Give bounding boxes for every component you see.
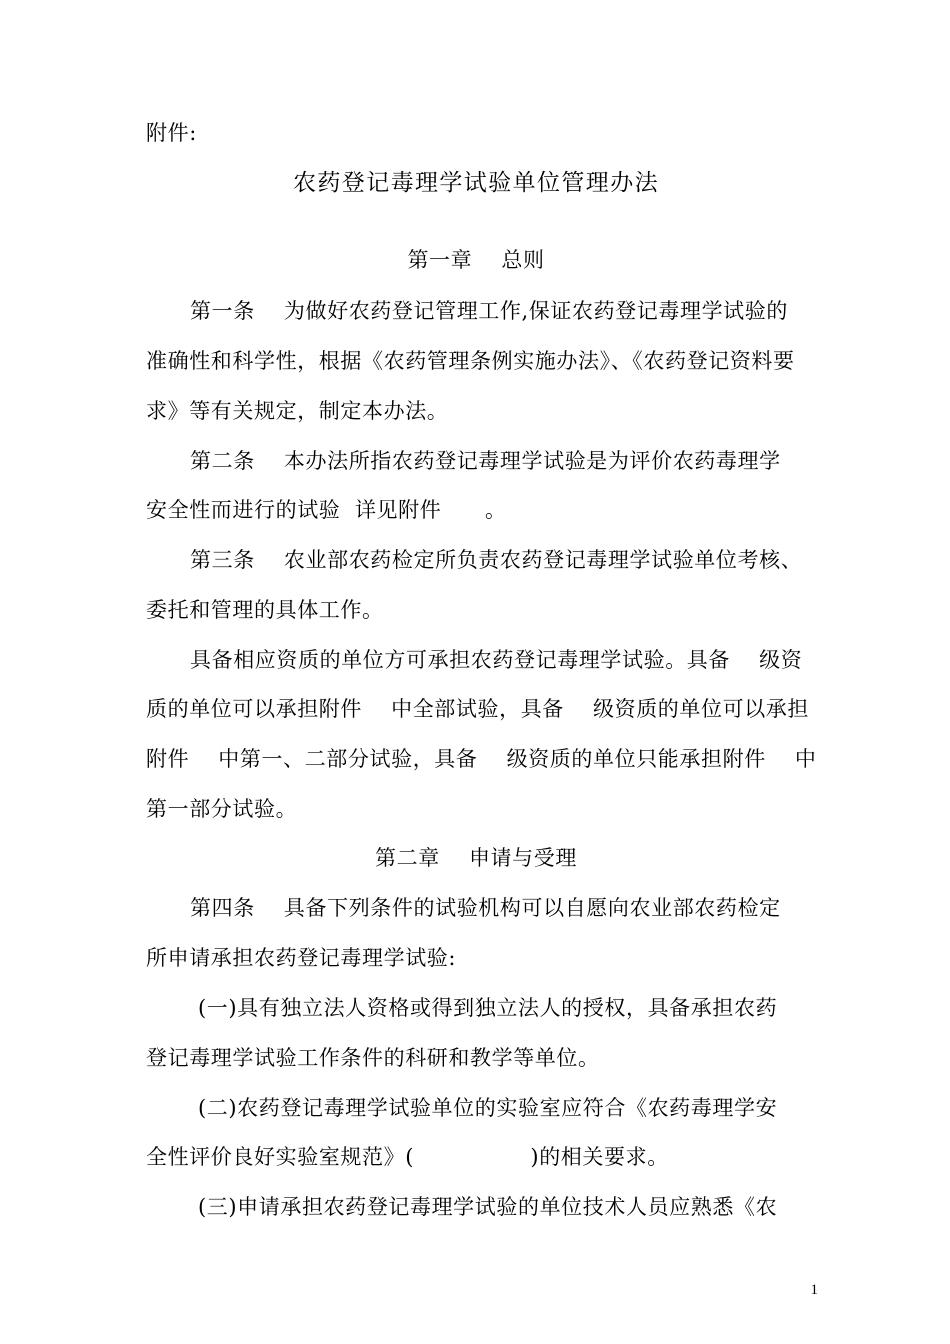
article-1-line-3: 求》等有关规定，制定本办法。 [146,399,449,423]
item-3-line-1: (三)申请承担农药登记毒理学试验的单位技术人员应熟悉《农 [198,1195,778,1219]
article-1-line-2: 准确性和科学性，根据《农药管理条例实施办法》、《农药登记资料要 [146,349,795,373]
qualification-line-3: 附件 中第一、二部分试验，具备 级资质的单位只能承担附件 中 [146,747,817,771]
chapter-1-heading: 第一章 总则 [407,248,545,272]
chapter-2-heading: 第二章 申请与受理 [375,846,577,870]
item-2-line-1: (二)农药登记毒理学试验单位的实验室应符合《农药毒理学安 [198,1096,778,1120]
document-title: 农药登记毒理学试验单位管理办法 [293,170,659,196]
qualification-line-1: 具备相应资质的单位方可承担农药登记毒理学试验。具备 级资 [190,648,803,672]
qualification-line-4: 第一部分试验。 [146,797,298,821]
article-2-line-2: 安全性而进行的试验 详见附件 。 [146,498,507,522]
article-3-line-2: 委托和管理的具体工作。 [146,598,384,622]
item-2-line-2: 全性评价良好实验室规范》( )的相关要求。 [146,1145,669,1169]
article-1-line-1: 第一条 为做好农药登记管理工作,保证农药登记毒理学试验的 [190,299,788,323]
article-3-line-1: 第三条 农业部农药检定所负责农药登记毒理学试验单位考核、 [190,548,803,572]
item-1-line-2: 登记毒理学试验工作条件的科研和教学等单位。 [146,1046,600,1070]
page-number: 1 [810,1282,818,1298]
attachment-label: 附件: [146,121,197,145]
article-2-line-1: 第二条 本办法所指农药登记毒理学试验是为评价农药毒理学 [190,449,781,473]
article-4-line-2: 所申请承担农药登记毒理学试验: [146,946,457,970]
item-1-line-1: (一)具有独立法人资格或得到独立法人的授权，具备承担农药 [198,996,778,1020]
article-4-line-1: 第四条 具备下列条件的试验机构可以自愿向农业部农药检定 [190,896,781,920]
qualification-line-2: 质的单位可以承担附件 中全部试验，具备 级资质的单位可以承担 [146,697,809,721]
